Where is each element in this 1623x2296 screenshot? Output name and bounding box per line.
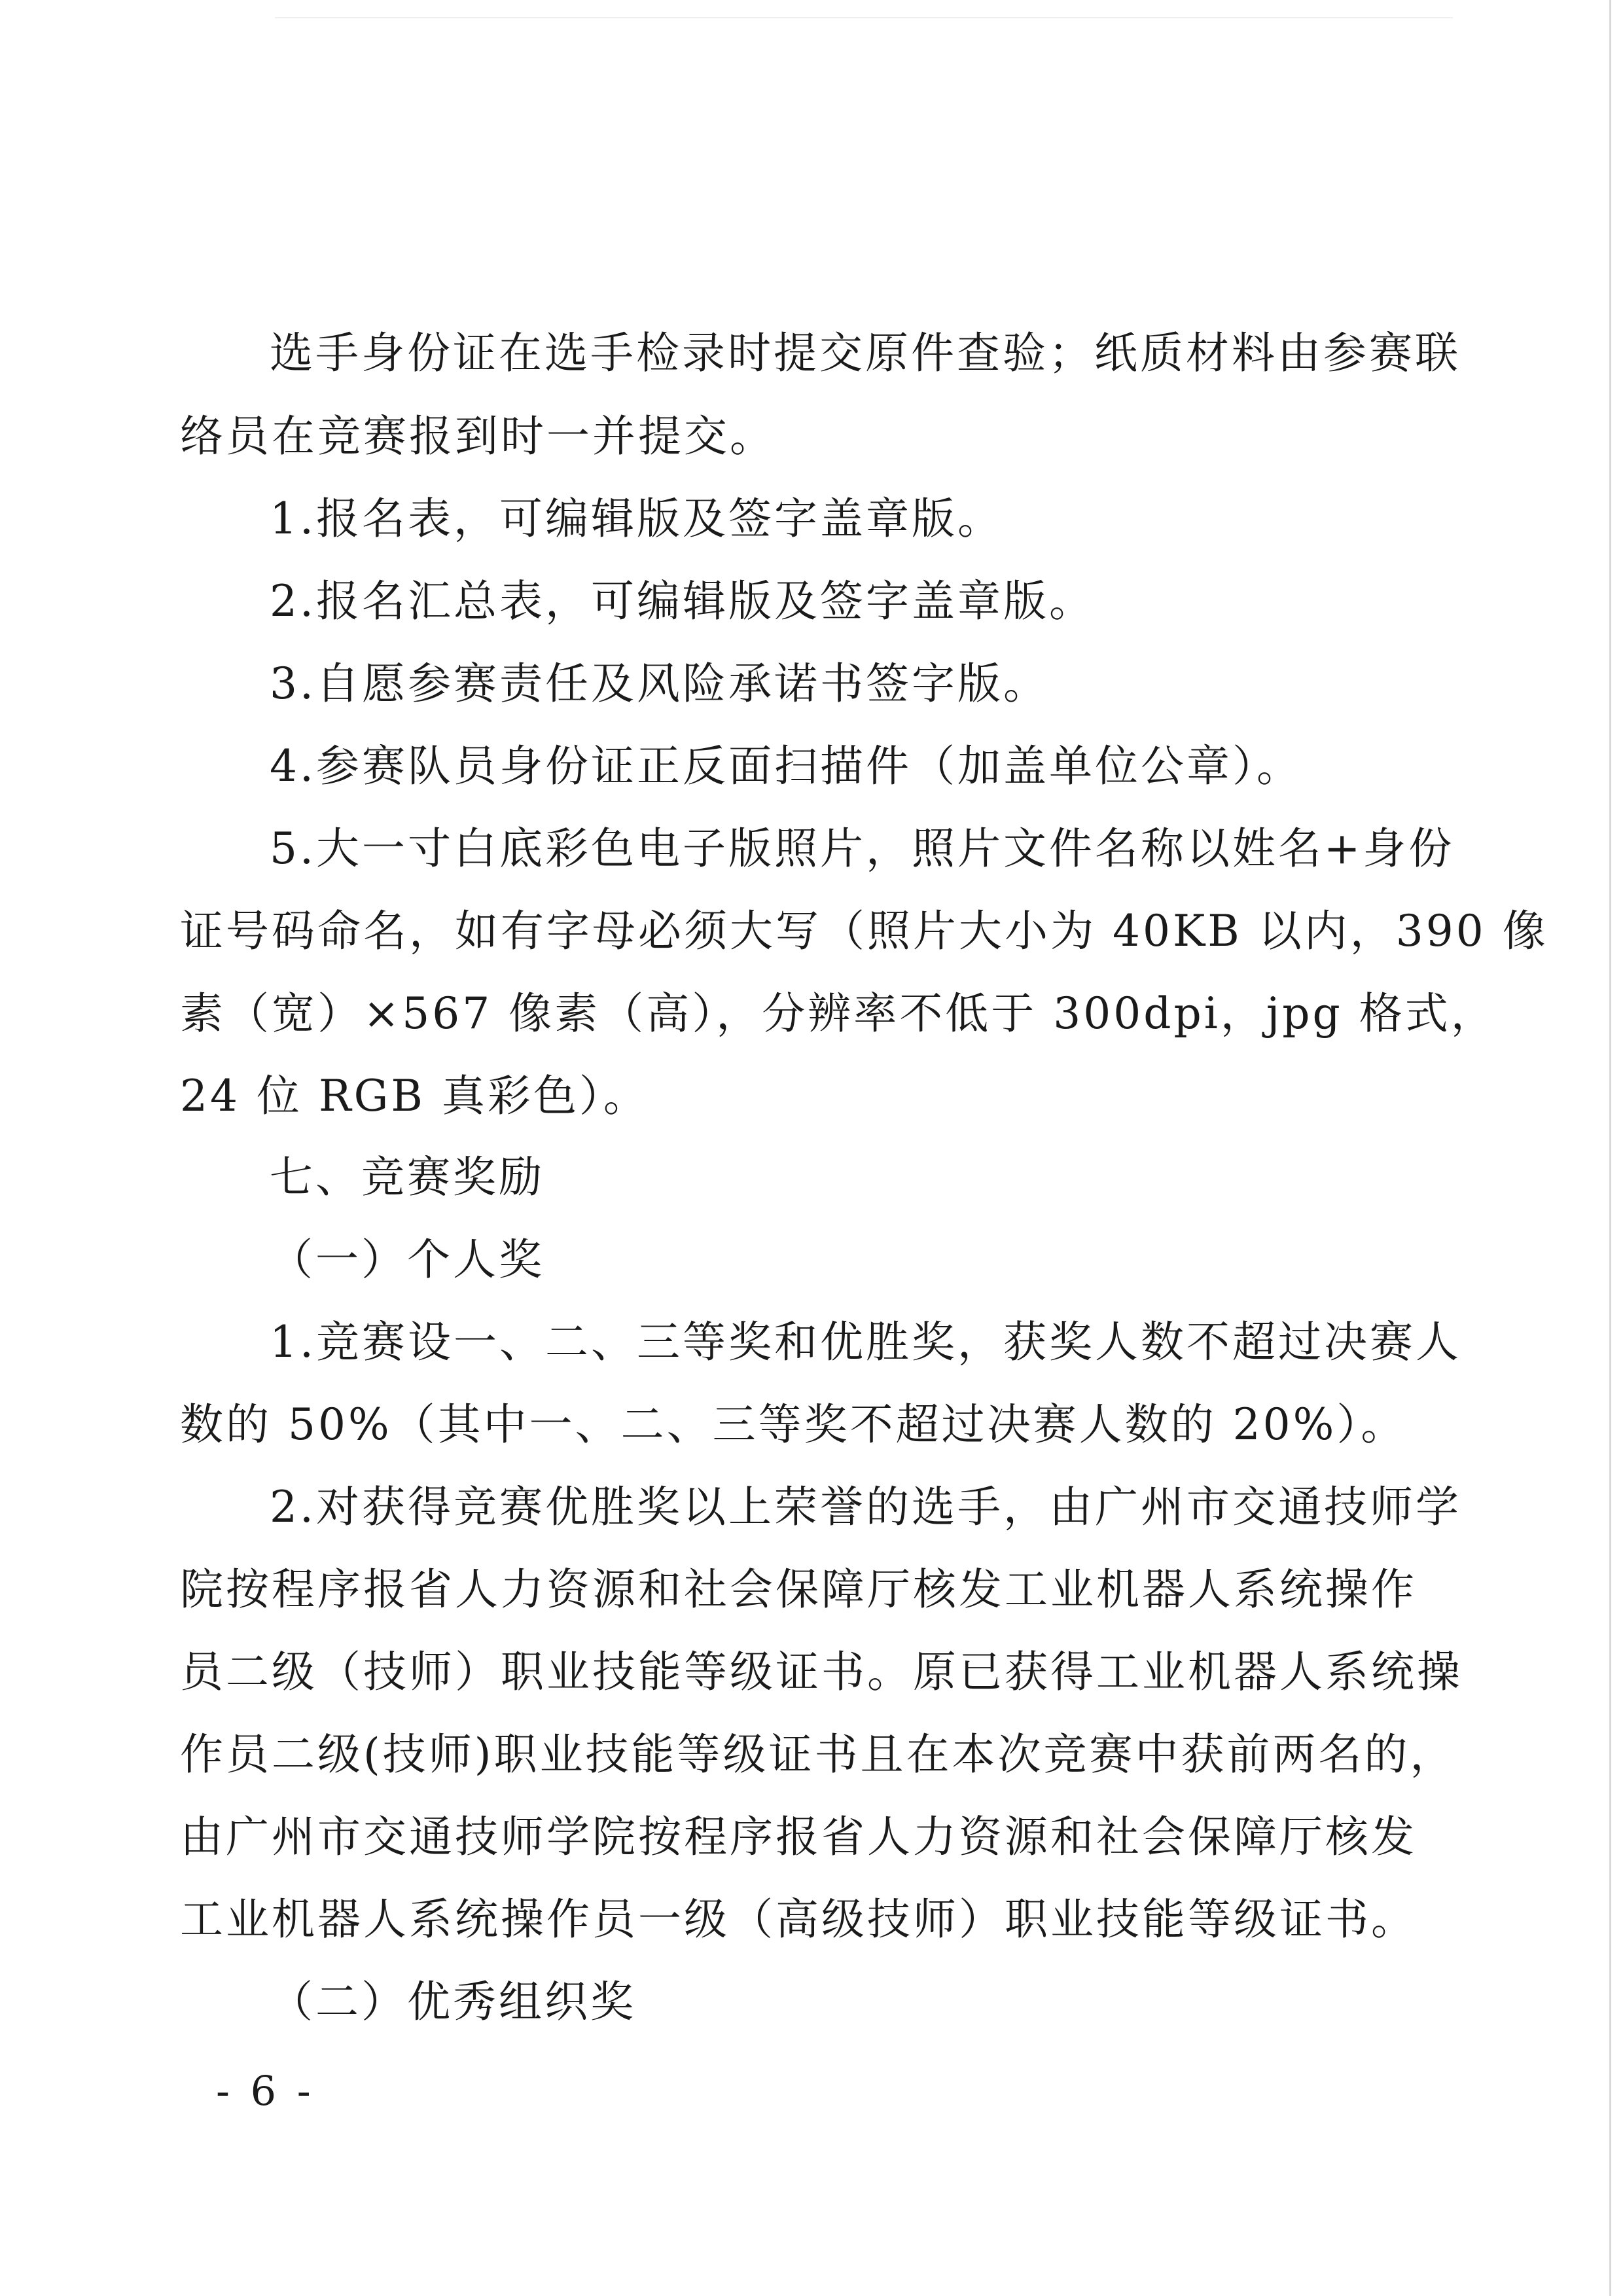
page-number: - 6 - [216,2067,315,2115]
list-item: 2.报名汇总表，可编辑版及签字盖章版。 [270,576,1095,626]
scan-edge-top [275,17,1453,18]
list-item: 5.大一寸白底彩色电子版照片，照片文件名称以姓名+身份 [270,823,1455,874]
body-line: 数的 50%（其中一、二、三等奖不超过决赛人数的 20%）。 [180,1399,1407,1450]
subsection-heading: （一）个人奖 [270,1234,544,1285]
body-line: 络员在竞赛报到时一并提交。 [180,411,776,461]
body-line: 院按程序报省人力资源和社会保障厅核发工业机器人系统操作 [180,1564,1417,1615]
body-line: 由广州市交通技师学院按程序报省人力资源和社会保障厅核发 [180,1812,1417,1862]
body-line: 员二级（技师）职业技能等级证书。原已获得工业机器人系统操 [180,1647,1463,1697]
list-item: 1.竞赛设一、二、三等奖和优胜奖，获奖人数不超过决赛人 [270,1317,1461,1367]
body-line: 作员二级(技师)职业技能等级证书且在本次竞赛中获前两名的， [180,1729,1456,1780]
list-item: 1.报名表，可编辑版及签字盖章版。 [270,493,1003,544]
body-line: 24 位 RGB 真彩色）。 [180,1071,649,1121]
subsection-heading: （二）优秀组织奖 [270,1977,636,2027]
list-item: 3.自愿参赛责任及风险承诺书签字版。 [270,658,1049,709]
body-line: 选手身份证在选手检录时提交原件查验；纸质材料由参赛联 [270,328,1461,378]
list-item: 4.参赛队员身份证正反面扫描件（加盖单位公章）。 [270,741,1302,791]
body-line: 证号码命名，如有字母必须大写（照片大小为 40KB 以内，390 像 [180,906,1548,956]
list-item: 2.对获得竞赛优胜奖以上荣誉的选手，由广州市交通技师学 [270,1482,1461,1532]
scan-edge-right [1609,0,1611,2296]
section-heading: 七、竞赛奖励 [270,1152,544,1202]
body-line: 素（宽）×567 像素（高），分辨率不低于 300dpi，jpg 格式， [180,988,1497,1039]
body-line: 工业机器人系统操作员一级（高级技师）职业技能等级证书。 [180,1894,1417,1945]
